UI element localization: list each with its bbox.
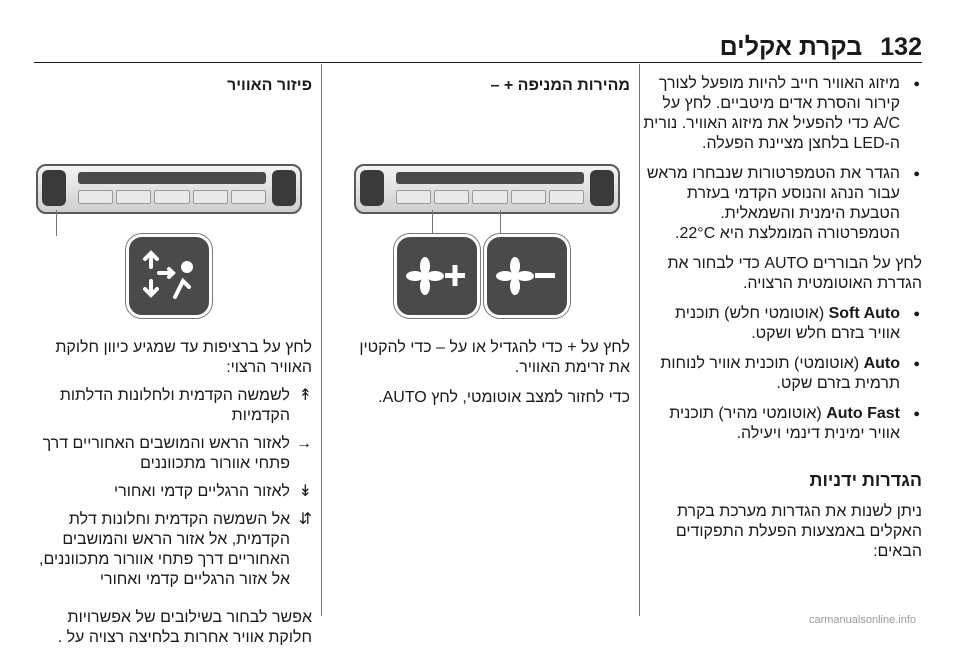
distribution-item-text: לאזור הראש והמושבים האחוריים דרך פתחי אוורור מתכווננים — [42, 435, 290, 472]
bullet-ac: ● מיזוג האוויר חייב להיות מופעל לצורך קירור והסרת אדים מיטביים. לחץ על A/C כדי להפעיל את מיזוג האוויר. נורית ה-LED בלחצן מציינת הפעלה. — [640, 74, 922, 154]
distribution-item-text: לשמשה הקדמית ולחלונות הדלתות הקדמיות — [59, 387, 290, 424]
control-panel — [354, 164, 620, 214]
distribution-item-text: אל השמשה הקדמית וחלונות דלת הקדמית, אל אזור הראש והמושבים האחוריים דרך פתחי אוורור מתכווננים, אל אזור הרגליים קדמי ואחורי — [39, 511, 290, 588]
section-text: ניתן לשנות את הגדרות מערכת בקרת האקלים באמצעות הפעלת התפקודים הבאים: — [675, 503, 922, 560]
watermark: carmanualsonline.info — [808, 614, 916, 626]
distribution-item — [22, 482, 312, 502]
all-directions-icon: ⇵ — [298, 511, 312, 528]
distribution-item — [22, 434, 312, 474]
header-rule — [34, 62, 922, 63]
right-column — [640, 64, 922, 616]
panel-end — [272, 170, 296, 206]
fan-minus-button — [484, 234, 570, 318]
head-area-icon: → — [296, 435, 312, 452]
panel-end — [590, 170, 614, 206]
page-number: 132 — [880, 33, 922, 61]
fan-speed-title: מהירות המניפה + – — [490, 77, 630, 94]
mode-name: Auto Fast — [826, 405, 900, 422]
page-title: בקרת אקלים — [719, 33, 863, 61]
panel-keys — [396, 190, 584, 204]
windscreen-icon: ↟ — [298, 387, 312, 404]
panel-end — [360, 170, 384, 206]
footwell-icon: ↡ — [298, 483, 312, 500]
mode-auto-fast — [640, 404, 922, 444]
left-column — [22, 64, 312, 646]
air-distribution-title: פיזור האוויר — [226, 77, 312, 94]
callout-line — [56, 210, 57, 236]
panel-display — [78, 172, 266, 184]
fan-text-1: לחץ על + כדי להגדיל או על – כדי להקטין את זרימת האוויר. — [359, 339, 630, 376]
mode-name: Auto — [863, 355, 900, 372]
callout-line — [432, 210, 433, 236]
mode-auto — [640, 354, 922, 394]
page-header — [34, 22, 922, 62]
mode-text: (אוטומטי מהיר) תוכנית אוויר ימינית דינמי ויעילה. — [669, 405, 900, 442]
column-divider — [321, 64, 322, 616]
air-distribution-button — [126, 234, 212, 318]
bullet-temperature: ● הגדר את הטמפרטורות שנבחרו מראש עבור הנהג והנוסע הקדמי בעזרת הטבעת הימנית והשמאלית. הטמפרטורה המומלצת היא 22°C. — [640, 164, 922, 244]
panel-display — [396, 172, 584, 184]
mode-name: Soft Auto — [828, 305, 900, 322]
callout-line — [500, 210, 501, 236]
fan-text-2: כדי לחזור למצב אוטומטי, לחץ AUTO. — [378, 389, 630, 406]
mode-soft-auto — [640, 304, 922, 344]
distribution-illustration — [30, 164, 312, 314]
middle-column — [340, 64, 630, 616]
fan-illustration — [348, 164, 630, 314]
distribution-item — [22, 386, 312, 426]
air-distribution-icon — [129, 237, 209, 315]
distribution-item — [22, 510, 312, 590]
distribution-item-text: לאזור הרגליים קדמי ואחורי — [114, 483, 290, 500]
column-divider — [639, 64, 640, 616]
mode-text: (אוטומטי) תוכנית אוויר לנוחות תרמית בזרם שקט. — [660, 355, 900, 392]
distribution-intro: לחץ על ברציפות עד שמגיע כיוון חלוקת האוויר הרצוי: — [55, 339, 312, 376]
control-panel — [36, 164, 302, 214]
distribution-outro: אפשר לבחור בשילובים של אפשרויות חלוקת אוויר אחרות בלחיצה רצויה על . — [57, 609, 312, 646]
panel-end — [42, 170, 66, 206]
auto-paragraph: לחץ על הבוררים AUTO כדי לבחור את הגדרת האוטומטית הרצויה. — [667, 255, 922, 292]
mode-text: (אוטומטי חלש) תוכנית אוויר בזרם חלש ושקט. — [674, 305, 900, 342]
fan-minus-icon — [487, 237, 567, 315]
fan-plus-icon — [397, 237, 477, 315]
panel-keys — [78, 190, 266, 204]
fan-plus-button — [394, 234, 480, 318]
section-heading: הגדרות ידניות — [809, 470, 922, 490]
